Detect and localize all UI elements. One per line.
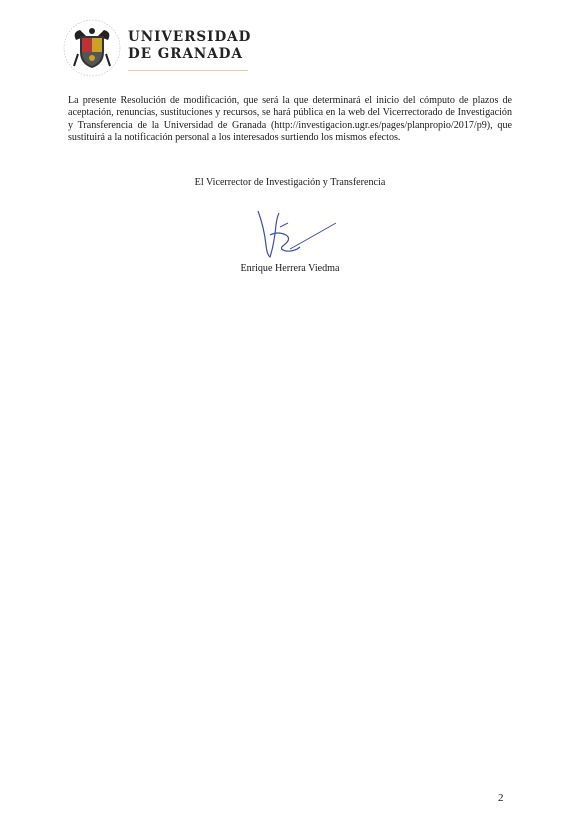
- university-crest-logo: [62, 18, 122, 78]
- university-name-line1: UNIVERSIDAD: [128, 29, 252, 45]
- handwritten-signature: [250, 205, 340, 265]
- page-number: 2: [498, 792, 504, 804]
- university-name-line2: DE GRANADA: [128, 46, 243, 62]
- university-name: [128, 29, 251, 63]
- university-header: [62, 18, 262, 78]
- signatory-name: Enrique Herrera Viedma: [240, 263, 340, 274]
- header-divider: [128, 70, 248, 71]
- resolution-paragraph: La presente Resolución de modificación, que será la que determinará el inicio del cómputo de plazos de aceptación, renuncias, sustituciones y recursos, se hará pública en la web del Vicerrectorado de Investigación y Transferencia de la Universidad de Granada (http://investigacion.ugr.es/pages/planpropio/2017/p9), que sustituirá a la notificación personal a los interesados surtiendo los mismos efectos.: [68, 95, 512, 144]
- signatory-title: El Vicerrector de Investigación y Transferencia: [194, 177, 386, 188]
